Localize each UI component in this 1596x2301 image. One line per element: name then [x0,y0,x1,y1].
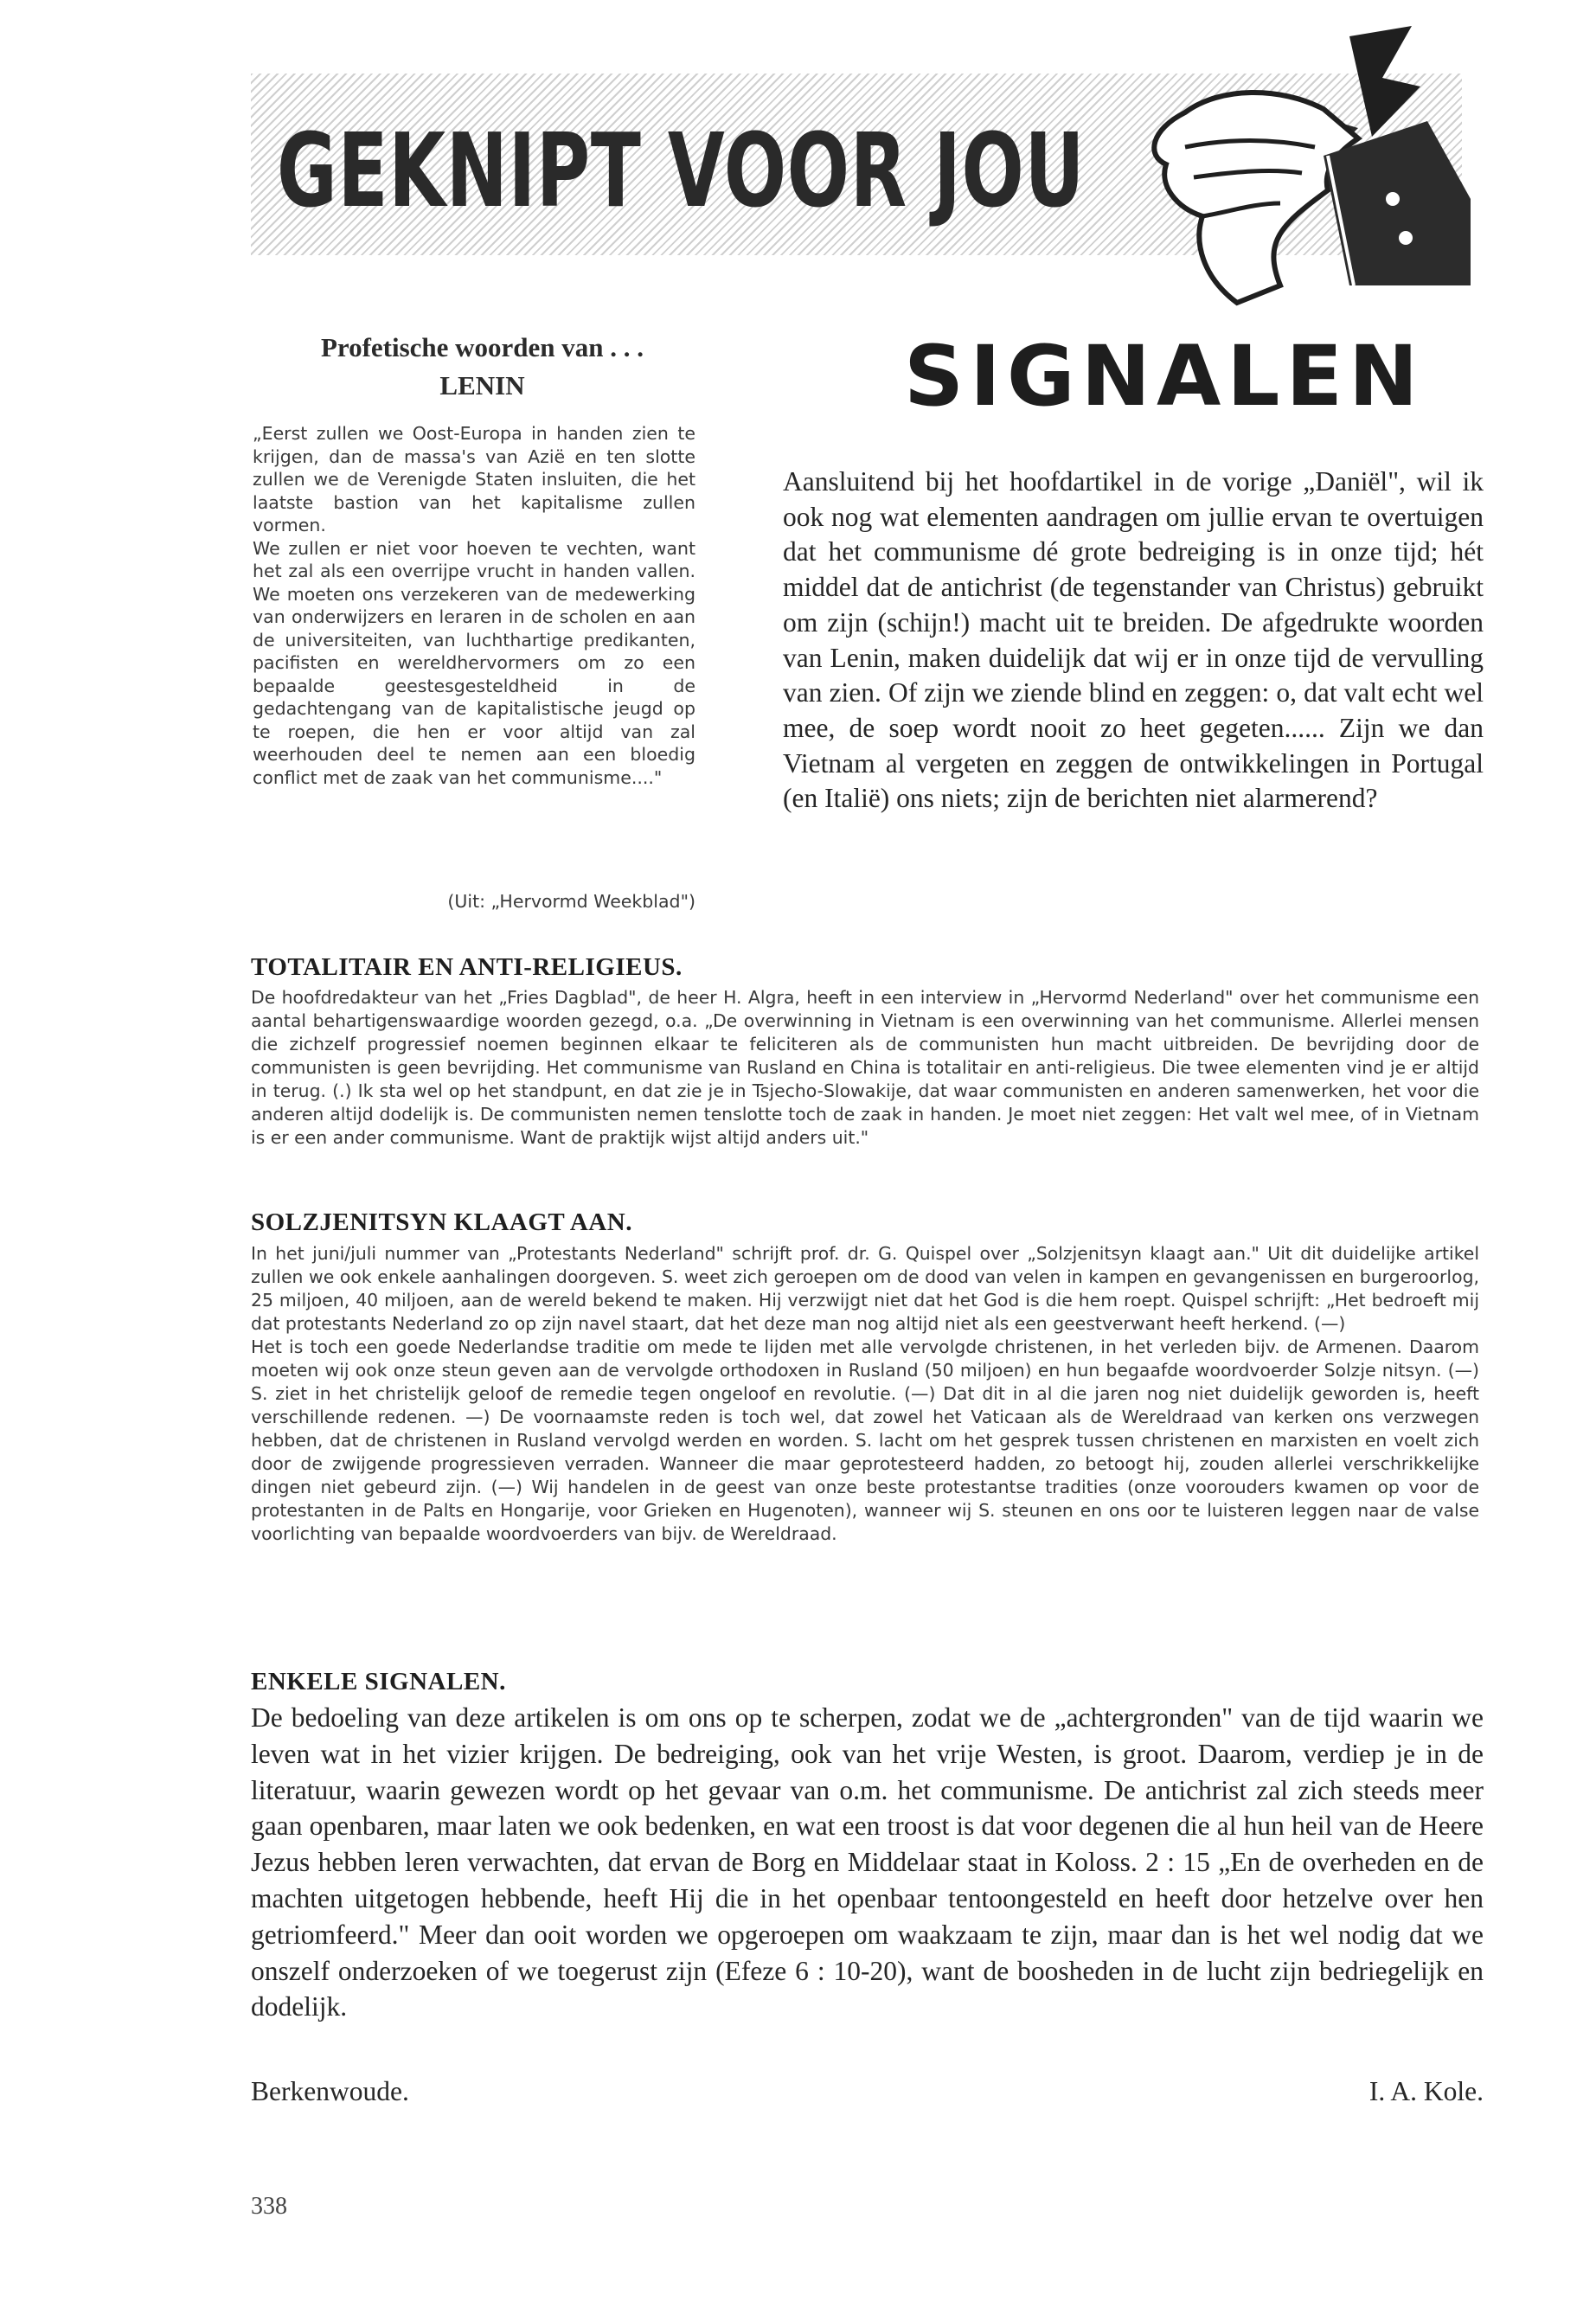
header-title: GEKNIPT VOOR JOU [277,111,1086,230]
signature-author: I. A. Kole. [1368,2076,1484,2106]
enkele-body: De bedoeling van deze artikelen is om ons op te scherpen, zodat we de „achtergronden" van de tijd waarin we leven wat in het vizier krijgen. De bedreiging, ook van het vrije Westen, is groot. Daarom, verdiep je in de literatuur, waarin gewezen wordt op het gevaar van o.m. het communisme. De antichrist zal zich steeds meer gaan openbaren, maar laten we ook bedenken, en wat een troost is dat voor degenen die al hun heil van de Heere Jezus hebben leren verwachten, dat ervan de Borg en Middelaar staat in Koloss. 2 : 15 „En de overheden en de machten uitgetogen hebbende, heeft Hij die in het openbaar tentoongesteld en heeft door hetzelve over hen getriomfeerd." Meer dan ooit worden we opgeroepen om waakzaam te zijn, maar dan is het wel nodig dat we onszelf onderzoeken of we toegerust zijn (Efeze 6 : 10-20), want de boosheden in de lucht zijn bedriegelijk en dodelijk. [251,1702,1484,2022]
lenin-quote [253,422,695,789]
signalen-title: SIGNALEN [904,328,1425,425]
lenin-quote-paragraph: We zullen er niet voor hoeven te vechten, want het zal als een overrijpe vrucht in handen vallen. We moeten ons verzekeren van de medewerking van onderwijzers en leraren in de scholen en aan de universiteiten, van luchthartige predikanten, pacifisten en wereldhervormers om zo een bepaalde geestesgesteldheid in de gedachtengang van de kapitalistische jeugd op te roepen, die hen er voor altijd van zal weerhouden deel te nemen aan een bloedig conflict met de zaak van het communisme...." [253,537,695,788]
signature-place: Berkenwoude. [251,2076,409,2106]
scissors-hand-icon [1064,26,1497,311]
totalitair-body: De hoofdredakteur van het „Fries Dagblad", de heer H. Algra, heeft in een interview in „Hervormd Nederland" over het communisme een aantal behartigenswaardige woorden gezegd, o.a. „De overwinning in Vietnam is een overwinning van het communisme. Allerlei mensen die zichzelf progressief noemen beginnen elkaar te feliciteren als de communisten hun macht uitbreiden. De bevrijding door de communisten is geen bevrijding. Het communisme van Rusland en China is totalitair en anti-religieus. Die twee elementen vind je er altijd in terug. (.) Ik sta wel op het standpunt, en dat zie je in Tsjecho-Slowakije, dat waar communisten en anderen samenwerken, het voor die anderen altijd dodelijk is. De communisten nemen tenslotte toch de zaak in handen. Je moet niet zeggen: Het valt wel mee, of in Vietnam is er een ander communisme. Want de praktijk wijst altijd anders uit." [251,987,1479,1148]
solzjenitsyn-paragraph: In het juni/juli nummer van „Protestants Nederland" schrijft prof. dr. G. Quispel over „Solzjenitsyn klaagt aan." Uit dit duidelijke artikel zullen we ook enkele aanhalingen doorgeven. S. weet zich geroepen om de dood van velen in kampen en gevangenissen en burgeroorlog, 25 miljoen, 40 miljoen, aan de wereld bekend te maken. Hij verzwijgt niet dat het God is die hem roept. Quispel schrijft: „Het bedroeft mij dat protestants Nederland zo op zijn navel staart, dat het deze man nog altijd niet als een geestverwant heeft herkend. (—) [251,1243,1479,1334]
solzjenitsyn-paragraph: Het is toch een goede Nederlandse traditie om mede te lijden met alle vervolgde christenen, in het verleden bijv. de Armenen. Daarom moeten wij ook onze steun geven aan de vervolgde orthodoxen in Rusland (50 miljoen) en hun begaafde woordvoerder Solzje nitsyn. (—) S. ziet in het christelijk geloof de remedie tegen ongeloof en revolutie. (—) Dat dit in al die jaren nog niet duidelijk geworden is, heeft verschillende redenen. —) De voornaamste reden is toch wel, dat zowel het Vaticaan als de Wereldraad van kerken ons verzwegen hebben, dat de christenen in Rusland vervolgd werden en worden. S. lacht om het gesprek tussen christenen en marxisten en voelt zich door de zwijgende progressieven verraden. Wanneer die maar geprotesteerd hadden, zo betoogt hij, zouden allerlei verschrikkelijke dingen niet gebeurd zijn. (—) Wij handelen in de geest van onze beste protestantse tradities (onze voorouders kwamen op voor de protestanten in de Palts en Hongarije, voor Grieken en Hugenoten), wanneer wij S. steunen en ons oor te luisteren leggen naar de valse voorlichting van bepaalde woordvoerders van bijv. de Wereldraad. [251,1336,1479,1544]
lenin-heading [247,329,718,405]
lenin-heading-line2: LENIN [439,370,525,401]
lenin-heading-line1: Profetische woorden van . . . [320,332,644,362]
lenin-quote-paragraph: „Eerst zullen we Oost-Europa in handen zien te krijgen, dan de massa's van Azië en ten slotte zullen we de Verenigde Staten insluiten, die het laatste bastion van het kapitalisme zullen vormen. [253,423,695,535]
enkele-heading: ENKELE SIGNALEN. [251,1668,506,1695]
solzjenitsyn-body [251,1242,1479,1546]
signalen-intro: Aansluitend bij het hoofdartikel in de vorige „Daniël", wil ik ook nog wat elementen aandragen om jullie ervan te overtuigen dat het communisme dé grote bedreiging is in onze tijd; hét middel dat de antichrist (de tegenstander van Christus) gebruikt om zijn (schijn!) macht uit te breiden. De afgedrukte woorden van Lenin, maken duidelijk dat wij er in onze tijd de vervulling van zien. Of zijn we ziende blind en zeggen: o, dat valt echt wel mee, de soep wordt nooit zo heet gegeten...... Zijn we dan Vietnam al vergeten en zeggen de ontwikkelingen in Portugal (en Italië) ons niets; zijn de berichten niet alarmerend? [783,466,1484,814]
lenin-source: (Uit: „Hervormd Weekblad") [447,891,695,912]
page-number: 338 [251,2193,287,2220]
solzjenitsyn-heading: SOLZJENITSYN KLAAGT AAN. [251,1208,632,1236]
totalitair-heading: TOTALITAIR EN ANTI-RELIGIEUS. [251,953,683,981]
